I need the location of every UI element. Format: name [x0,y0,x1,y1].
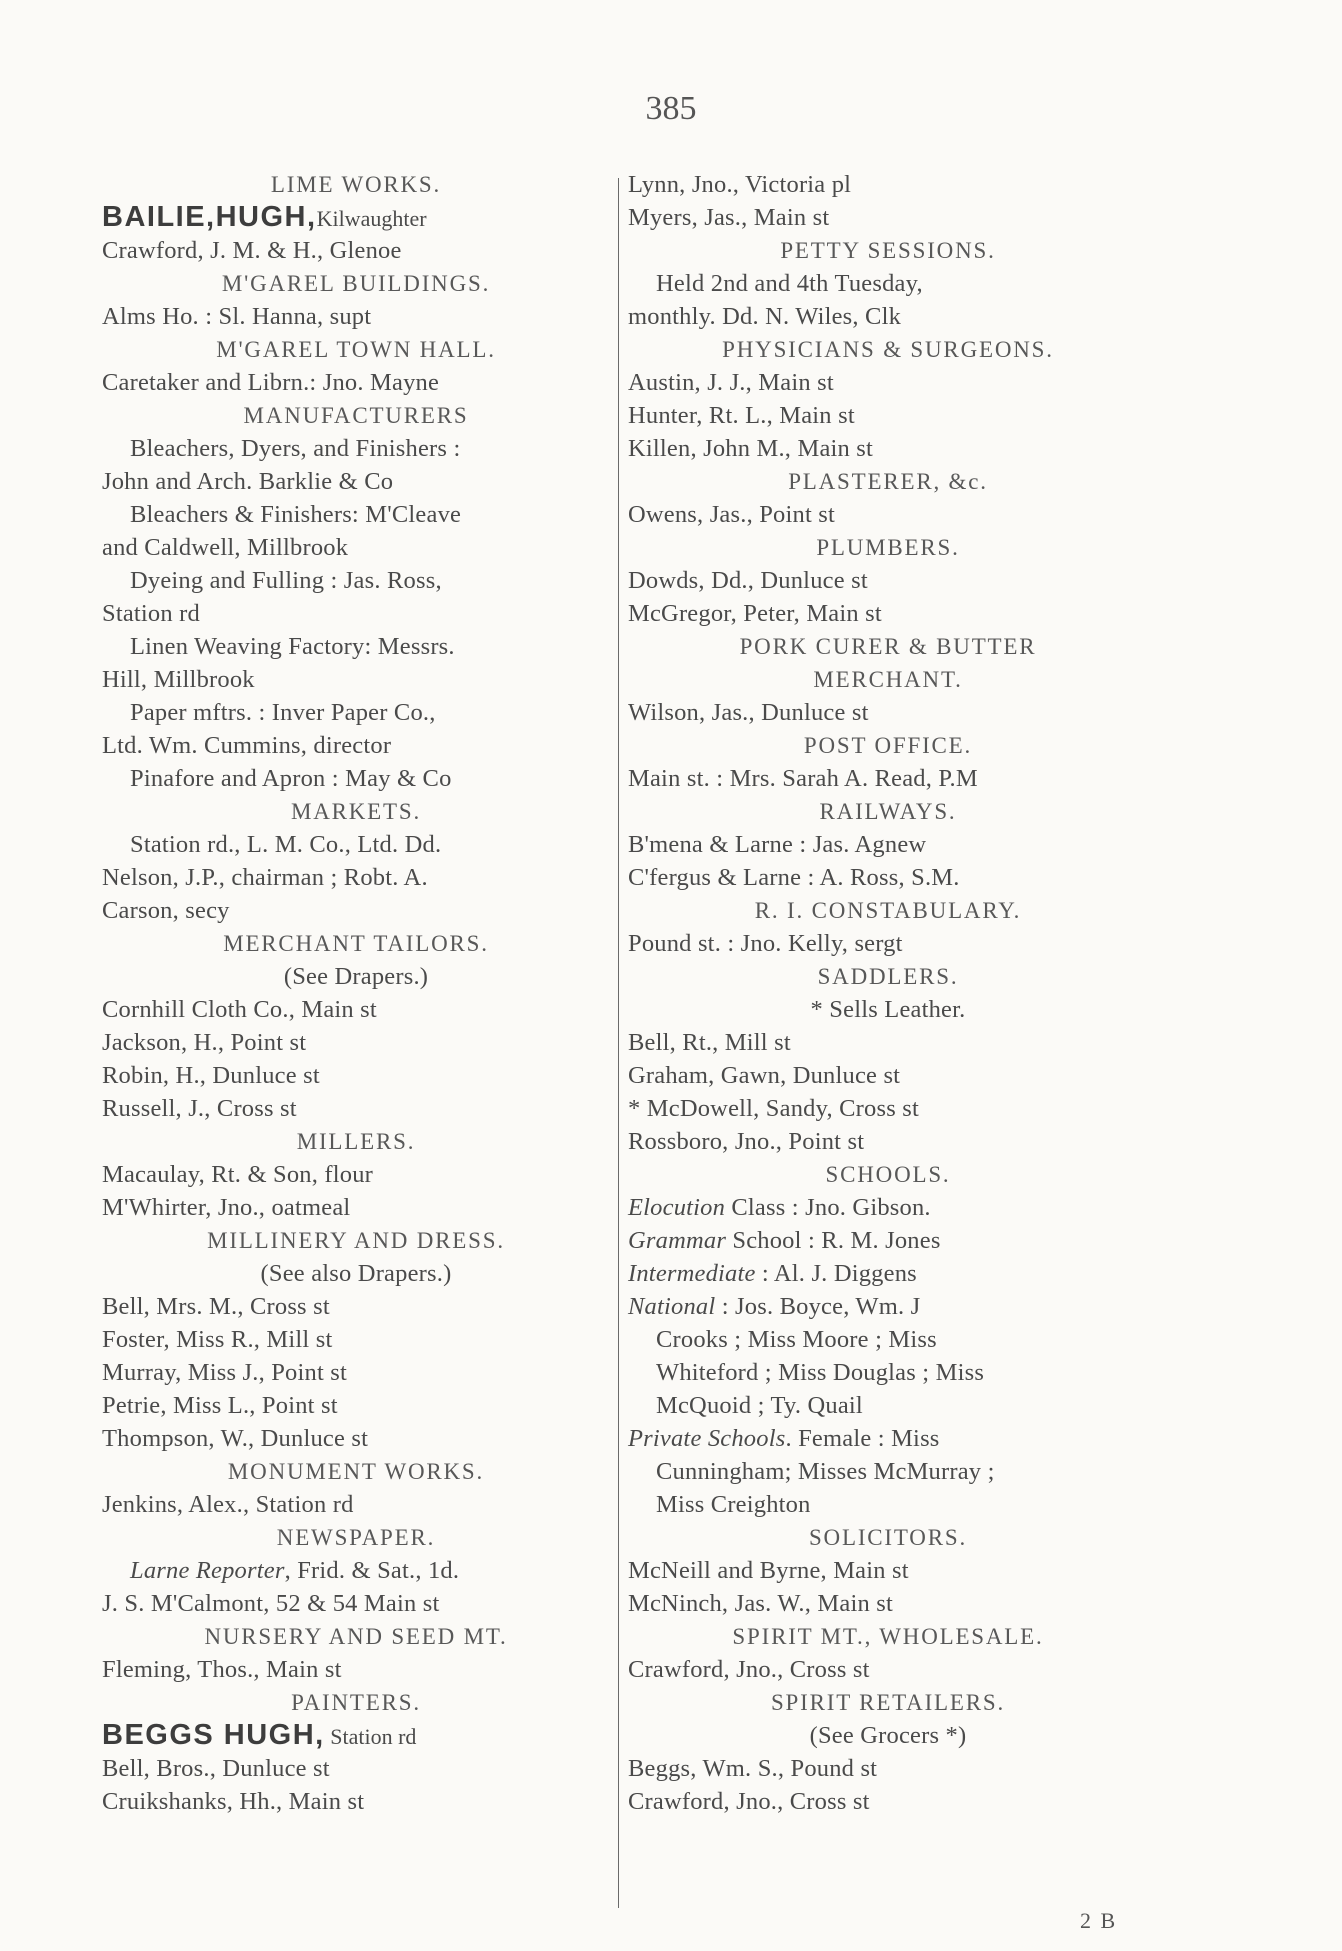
directory-entry [628,696,1148,729]
entry-text: Crawford, Jno., Cross st [628,1788,870,1815]
entry-text: Grammar [628,1227,727,1254]
entry-text: Bleachers, Dyers, and Finishers : [130,435,461,462]
entry-text: SPIRIT RETAILERS. [770,1690,1006,1715]
entry-text: Cornhill Cloth Co., Main st [102,996,377,1023]
section-heading [628,531,1148,564]
directory-entry [102,300,610,333]
directory-entry [102,432,610,465]
entry-text: BAILIE,HUGH, [102,201,317,233]
directory-entry [628,201,1148,234]
entry-text: Crooks ; Miss Moore ; Miss [656,1326,937,1353]
section-heading [628,630,1148,663]
entry-text: Linen Weaving Factory: Messrs. [130,633,455,660]
directory-entry [102,828,610,861]
directory-entry [628,300,1148,333]
directory-entry [102,630,610,663]
directory-entry [102,1785,610,1818]
directory-entry [628,432,1148,465]
entry-text: Macaulay, Rt. & Son, flour [102,1161,374,1188]
entry-text: Thompson, W., Dunluce st [102,1425,369,1452]
entry-text: Cunningham; Misses McMurray ; [656,1458,995,1485]
section-heading [628,795,1148,828]
entry-text: Austin, J. J., Main st [628,369,834,396]
directory-entry [102,1257,610,1290]
section-heading [628,1620,1148,1653]
entry-text: Hill, Millbrook [102,666,255,693]
directory-entry [628,1191,1148,1224]
section-heading [628,1158,1148,1191]
directory-entry [102,234,610,267]
entry-text: POST OFFICE. [803,733,973,758]
directory-entry [102,1422,610,1455]
section-heading [102,333,610,366]
entry-text: Myers, Jas., Main st [628,204,830,231]
entry-text: McQuoid ; Ty. Quail [656,1392,863,1419]
right-column [628,168,1148,1818]
directory-entry [628,1587,1148,1620]
entry-text: (See also Drapers.) [260,1260,452,1287]
entry-text: Station rd [102,600,200,627]
entry-text: B'mena & Larne : Jas. Agnew [628,831,927,858]
directory-entry [628,1257,1148,1290]
column-divider [618,178,619,1908]
signature-mark: 2 B [1080,1908,1118,1933]
entry-text: M'GAREL TOWN HALL. [216,337,496,362]
section-heading [102,1620,610,1653]
entry-text-tail: Station rd [324,1724,417,1749]
directory-entry [628,1719,1148,1752]
directory-entry [628,366,1148,399]
directory-entry [628,861,1148,894]
entry-text: M'GAREL BUILDINGS. [221,271,491,296]
entry-text-tail: . Female : Miss [785,1425,940,1452]
section-heading [102,1455,610,1488]
directory-entry [102,1323,610,1356]
entry-text: Cruikshanks, Hh., Main st [102,1788,365,1815]
entry-text: Larne Reporter [130,1557,285,1584]
entry-text: Beggs, Wm. S., Pound st [628,1755,878,1782]
entry-text: Pound st. : Jno. Kelly, sergt [628,930,903,957]
directory-entry [628,1389,1148,1422]
entry-text: Whiteford ; Miss Douglas ; Miss [656,1359,985,1386]
directory-entry [102,762,610,795]
directory-entry [628,1554,1148,1587]
entry-text: SADDLERS. [817,964,959,989]
directory-entry [102,1752,610,1785]
entry-text-tail: , Frid. & Sat., 1d. [284,1557,460,1584]
entry-text: Bell, Rt., Mill st [628,1029,791,1056]
entry-text: National [628,1293,716,1320]
section-heading [102,267,610,300]
directory-entry [102,1554,610,1587]
section-heading [628,1521,1148,1554]
entry-text: SPIRIT MT., WHOLESALE. [732,1624,1044,1649]
entry-text: Alms Ho. : Sl. Hanna, supt [102,303,372,330]
directory-entry [628,828,1148,861]
entry-text: MERCHANT. [813,667,963,692]
directory-entry [628,399,1148,432]
entry-text: MARKETS. [290,799,422,824]
section-heading [102,1521,610,1554]
entry-text: PAINTERS. [291,1690,421,1715]
directory-entry [102,1653,610,1686]
directory-entry [102,531,610,564]
entry-text: McNeill and Byrne, Main st [628,1557,909,1584]
directory-entry [102,564,610,597]
entry-text: PLUMBERS. [816,535,960,560]
entry-text: Carson, secy [102,897,230,924]
entry-text: John and Arch. Barklie & Co [102,468,394,495]
directory-entry [102,1290,610,1323]
entry-text-tail: : Jos. Boyce, Wm. J [715,1293,921,1320]
directory-entry [628,762,1148,795]
directory-entry [102,696,610,729]
directory-entry [628,1785,1148,1818]
entry-text: Nelson, J.P., chairman ; Robt. A. [102,864,428,891]
directory-entry [102,366,610,399]
entry-text: Crawford, J. M. & H., Glenoe [102,237,402,264]
directory-entry [628,1125,1148,1158]
entry-text: C'fergus & Larne : A. Ross, S.M. [628,864,960,891]
entry-text: Bleachers & Finishers: M'Cleave [130,501,462,528]
directory-entry [102,1191,610,1224]
entry-text: (See Drapers.) [283,963,429,990]
entry-text: Elocution [628,1194,726,1221]
entry-text: McNinch, Jas. W., Main st [628,1590,893,1617]
page-number: 385 [645,90,697,127]
entry-text: Graham, Gawn, Dunluce st [628,1062,901,1089]
directory-entry [102,1389,610,1422]
entry-text: M'Whirter, Jno., oatmeal [102,1194,351,1221]
directory-entry [102,894,610,927]
entry-text: LIME WORKS. [270,172,442,197]
entry-text: MANUFACTURERS [243,403,469,428]
section-heading [628,333,1148,366]
entry-text: SOLICITORS. [808,1525,968,1550]
entry-text: McGregor, Peter, Main st [628,600,882,627]
entry-text: (See Grocers *) [809,1722,967,1749]
directory-entry [628,1323,1148,1356]
entry-text: Ltd. Wm. Cummins, director [102,732,392,759]
entry-text: PHYSICIANS & SURGEONS. [722,337,1054,362]
directory-entry [628,1092,1148,1125]
directory-entry [628,1422,1148,1455]
directory-entry [628,1290,1148,1323]
directory-entry [102,201,610,234]
directory-entry [102,1587,610,1620]
entry-text: Foster, Miss R., Mill st [102,1326,333,1353]
directory-entry [628,1059,1148,1092]
directory-entry [628,1653,1148,1686]
directory-entry [628,1488,1148,1521]
entry-text: * Sells Leather. [810,996,966,1023]
entry-text: Petrie, Miss L., Point st [102,1392,338,1419]
directory-entry [628,1356,1148,1389]
entry-text: Murray, Miss J., Point st [102,1359,348,1386]
section-heading [628,234,1148,267]
entry-text: Held 2nd and 4th Tuesday, [656,270,923,297]
entry-text: MILLERS. [296,1129,416,1154]
entry-text: Fleming, Thos., Main st [102,1656,342,1683]
directory-entry [102,1488,610,1521]
directory-entry [102,729,610,762]
entry-text: Jackson, H., Point st [102,1029,307,1056]
directory-entry [102,663,610,696]
entry-text: Rossboro, Jno., Point st [628,1128,865,1155]
left-column [102,168,610,1818]
directory-entry [102,498,610,531]
entry-text: SCHOOLS. [825,1162,951,1187]
section-heading [102,927,610,960]
entry-text: Wilson, Jas., Dunluce st [628,699,869,726]
entry-text: J. S. M'Calmont, 52 & 54 Main st [102,1590,440,1617]
entry-text: monthly. Dd. N. Wiles, Clk [628,303,902,330]
directory-entry [102,960,610,993]
directory-entry [628,168,1148,201]
section-heading [628,465,1148,498]
directory-entry [628,993,1148,1026]
entry-text-tail: Kilwaughter [316,206,427,231]
section-heading [102,795,610,828]
entry-text: PETTY SESSIONS. [780,238,996,263]
directory-entry [102,993,610,1026]
directory-entry [628,267,1148,300]
entry-text: Bell, Bros., Dunluce st [102,1755,330,1782]
entry-text: Main st. : Mrs. Sarah A. Read, P.M [628,765,978,792]
directory-entry [102,1356,610,1389]
entry-text: RAILWAYS. [819,799,957,824]
entry-text-tail: : Al. J. Diggens [755,1260,917,1287]
directory-entry [102,861,610,894]
section-heading [628,729,1148,762]
entry-text: Intermediate [628,1260,756,1287]
directory-entry [102,1059,610,1092]
directory-entry [628,1224,1148,1257]
entry-text: BEGGS HUGH, [102,1719,325,1751]
entry-text: Pinafore and Apron : May & Co [130,765,452,792]
directory-entry [102,1092,610,1125]
entry-text: Dowds, Dd., Dunluce st [628,567,868,594]
directory-entry [102,1026,610,1059]
section-heading [628,1686,1148,1719]
entry-text: Killen, John M., Main st [628,435,874,462]
entry-text: * McDowell, Sandy, Cross st [628,1095,920,1122]
entry-text: PLASTERER, &c. [788,469,988,494]
entry-text: Robin, H., Dunluce st [102,1062,320,1089]
section-heading [102,399,610,432]
directory-entry [628,564,1148,597]
section-heading [628,663,1148,696]
entry-text: MERCHANT TAILORS. [223,931,489,956]
entry-text: Crawford, Jno., Cross st [628,1656,870,1683]
entry-text: Paper mftrs. : Inver Paper Co., [130,699,436,726]
entry-text: NEWSPAPER. [276,1525,436,1550]
directory-entry [628,498,1148,531]
entry-text: Bell, Mrs. M., Cross st [102,1293,330,1320]
directory-entry [102,1158,610,1191]
entry-text: R. I. CONSTABULARY. [754,898,1022,923]
entry-text: Miss Creighton [656,1491,811,1518]
entry-text: Private Schools [628,1425,786,1452]
entry-text: Russell, J., Cross st [102,1095,297,1122]
section-heading [628,894,1148,927]
directory-entry [102,1719,610,1752]
entry-text: PORK CURER & BUTTER [739,634,1037,659]
directory-entry [628,1752,1148,1785]
directory-entry [102,597,610,630]
section-heading [102,1686,610,1719]
entry-text: Owens, Jas., Point st [628,501,836,528]
entry-text: NURSERY AND SEED MT. [204,1624,508,1649]
entry-text: Caretaker and Librn.: Jno. Mayne [102,369,440,396]
entry-text: Dyeing and Fulling : Jas. Ross, [130,567,442,594]
section-heading [102,168,610,201]
section-heading [102,1224,610,1257]
entry-text: Lynn, Jno., Victoria pl [628,171,852,198]
section-heading [628,960,1148,993]
entry-text: Station rd., L. M. Co., Ltd. Dd. [130,831,442,858]
entry-text-tail: Class : Jno. Gibson. [725,1194,931,1221]
directory-entry [628,597,1148,630]
section-heading [102,1125,610,1158]
directory-entry [628,927,1148,960]
entry-text: Hunter, Rt. L., Main st [628,402,855,429]
entry-text: and Caldwell, Millbrook [102,534,349,561]
directory-entry [628,1455,1148,1488]
entry-text: MONUMENT WORKS. [227,1459,485,1484]
entry-text: Jenkins, Alex., Station rd [102,1491,354,1518]
entry-text-tail: School : R. M. Jones [726,1227,941,1254]
directory-entry [102,465,610,498]
entry-text: MILLINERY AND DRESS. [207,1228,505,1253]
directory-entry [628,1026,1148,1059]
